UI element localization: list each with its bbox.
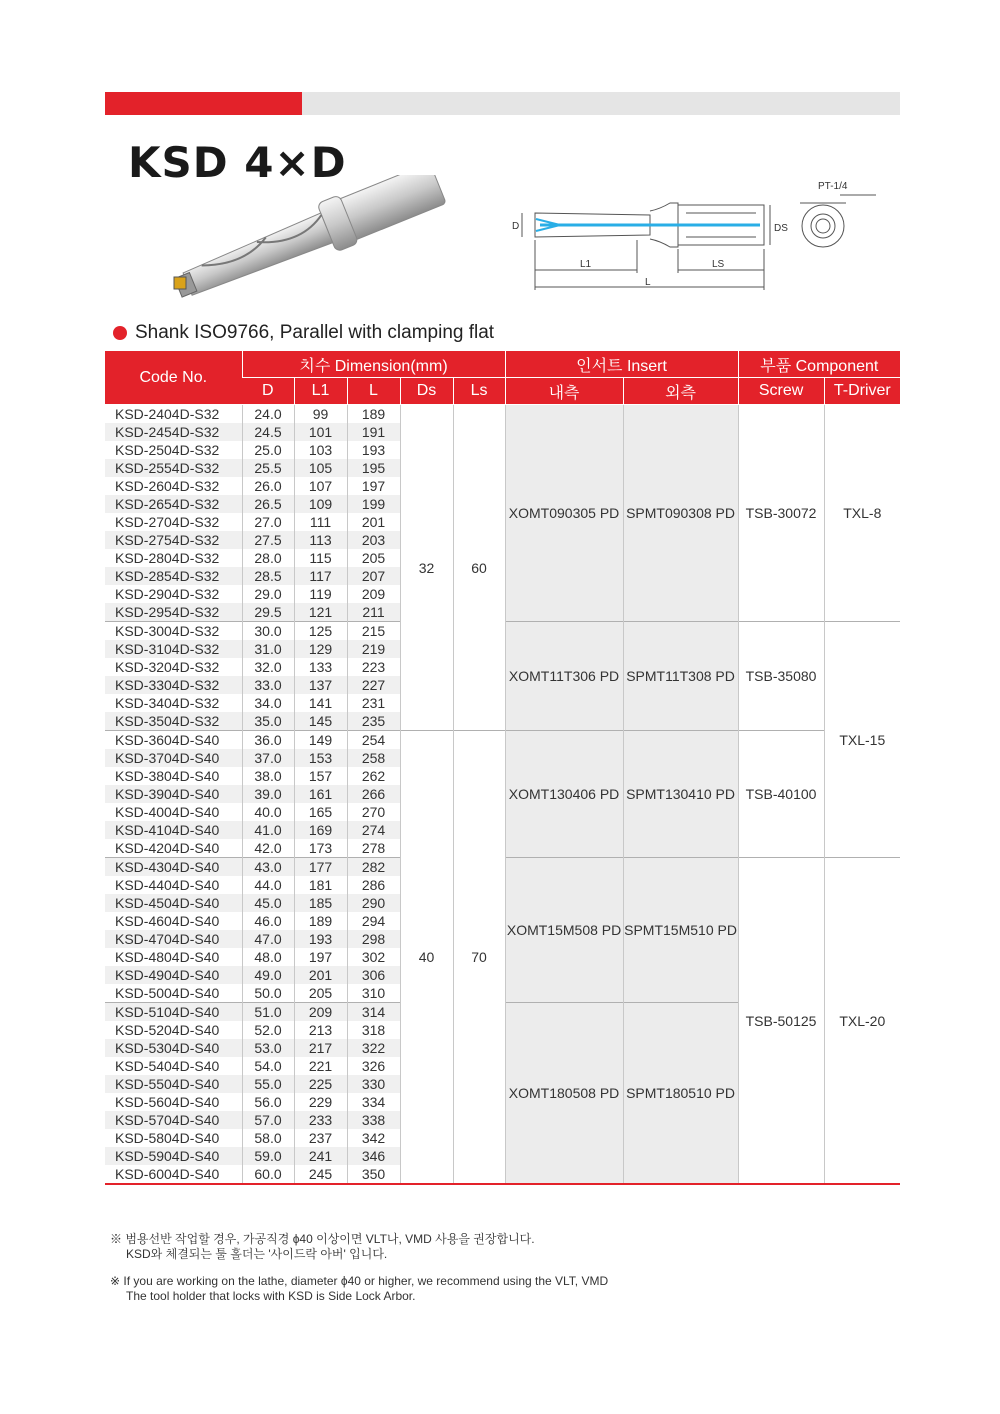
l-cell: 266 — [347, 785, 400, 803]
drill-product-image — [160, 175, 460, 305]
code-cell: KSD-6004D-S40 — [105, 1165, 242, 1184]
d-cell: 24.0 — [242, 405, 294, 424]
l1-cell: 129 — [294, 640, 347, 658]
l1-cell: 161 — [294, 785, 347, 803]
l1-cell: 189 — [294, 912, 347, 930]
l1-cell: 149 — [294, 731, 347, 750]
code-cell: KSD-5504D-S40 — [105, 1075, 242, 1093]
l-cell: 274 — [347, 821, 400, 839]
insert-outer-cell: SPMT15M510 PD — [623, 858, 738, 1003]
d-cell: 26.5 — [242, 495, 294, 513]
l-cell: 302 — [347, 948, 400, 966]
l1-cell: 241 — [294, 1147, 347, 1165]
d-cell: 24.5 — [242, 423, 294, 441]
l1-cell: 173 — [294, 839, 347, 858]
header-insert-inner: 내측 — [505, 378, 623, 405]
d-cell: 53.0 — [242, 1039, 294, 1057]
insert-inner-cell: XOMT130406 PD — [505, 731, 623, 858]
diagram-ds-label: DS — [774, 223, 788, 234]
l-cell: 286 — [347, 876, 400, 894]
l1-cell: 213 — [294, 1021, 347, 1039]
l-cell: 258 — [347, 749, 400, 767]
l-cell: 231 — [347, 694, 400, 712]
code-cell: KSD-2804D-S32 — [115, 550, 220, 566]
d-cell: 36.0 — [242, 731, 294, 750]
code-cell: KSD-4704D-S40 — [105, 930, 242, 948]
insert-inner-cell: XOMT11T306 PD — [505, 622, 623, 731]
d-cell: 34.0 — [242, 694, 294, 712]
l1-cell: 105 — [294, 459, 347, 477]
code-cell: KSD-3104D-S32 — [105, 640, 242, 658]
insert-outer-cell: SPMT130410 PD — [623, 731, 738, 858]
l-cell: 298 — [347, 930, 400, 948]
header-l1: L1 — [294, 378, 347, 405]
code-cell: KSD-2454D-S32 — [105, 423, 242, 441]
l-cell: 294 — [347, 912, 400, 930]
l-cell: 282 — [347, 858, 400, 877]
l1-cell: 145 — [294, 712, 347, 731]
l1-cell: 177 — [294, 858, 347, 877]
l1-cell: 201 — [294, 966, 347, 984]
d-cell: 52.0 — [242, 1021, 294, 1039]
ls-cell: 70 — [453, 731, 505, 1185]
l-cell: 207 — [347, 567, 400, 585]
d-cell: 39.0 — [242, 785, 294, 803]
l1-cell: 115 — [294, 549, 347, 567]
header-ls: Ls — [453, 378, 505, 405]
ds-cell: 32 — [400, 405, 453, 731]
insert-inner-cell: XOMT180508 PD — [505, 1003, 623, 1185]
l1-cell: 209 — [294, 1003, 347, 1022]
code-cell: KSD-3704D-S40 — [105, 749, 242, 767]
header-bar-grey — [302, 92, 900, 115]
d-cell: 43.0 — [242, 858, 294, 877]
l-cell: 350 — [347, 1165, 400, 1184]
d-cell: 25.5 — [242, 459, 294, 477]
l1-cell: 99 — [294, 405, 347, 424]
code-cell: KSD-2904D-S32 — [115, 586, 220, 602]
code-cell: KSD-5804D-S40 — [115, 1130, 220, 1146]
l1-cell: 217 — [294, 1039, 347, 1057]
l1-cell: 111 — [294, 513, 347, 531]
code-cell: KSD-2554D-S32 — [105, 459, 242, 477]
section-subtitle — [113, 322, 494, 344]
d-cell: 38.0 — [242, 767, 294, 785]
l1-cell: 157 — [294, 767, 347, 785]
code-cell: KSD-2654D-S32 — [105, 495, 242, 513]
note-en-line1: ※ If you are working on the lathe, diameter ϕ40 or higher, we recommend using the VLT, VMD — [110, 1274, 609, 1288]
code-cell: KSD-4204D-S40 — [115, 840, 220, 856]
bullet-icon — [113, 326, 127, 340]
code-cell: KSD-4404D-S40 — [115, 877, 220, 893]
l1-cell: 237 — [294, 1129, 347, 1147]
d-cell: 32.0 — [242, 658, 294, 676]
code-cell: KSD-4504D-S40 — [105, 894, 242, 912]
footnotes — [110, 1232, 608, 1304]
d-cell: 27.0 — [242, 513, 294, 531]
l1-cell: 221 — [294, 1057, 347, 1075]
l-cell: 219 — [347, 640, 400, 658]
l-cell: 193 — [347, 441, 400, 459]
code-cell: KSD-2704D-S32 — [115, 514, 220, 530]
l-cell: 223 — [347, 658, 400, 676]
l1-cell: 233 — [294, 1111, 347, 1129]
code-cell: KSD-5204D-S40 — [115, 1022, 220, 1038]
code-cell: KSD-3404D-S32 — [115, 695, 220, 711]
diagram-ls-label: LS — [712, 259, 725, 270]
l-cell: 205 — [347, 549, 400, 567]
l-cell: 211 — [347, 603, 400, 622]
d-cell: 28.0 — [242, 549, 294, 567]
l-cell: 306 — [347, 966, 400, 984]
d-cell: 31.0 — [242, 640, 294, 658]
l1-cell: 103 — [294, 441, 347, 459]
header-insert-outer: 외측 — [623, 378, 738, 405]
code-cell: KSD-3304D-S32 — [105, 676, 242, 694]
code-cell: KSD-5004D-S40 — [115, 985, 220, 1001]
l1-cell: 133 — [294, 658, 347, 676]
l-cell: 330 — [347, 1075, 400, 1093]
insert-inner-cell: XOMT15M508 PD — [505, 858, 623, 1003]
spec-table-body — [105, 405, 900, 1185]
l-cell: 338 — [347, 1111, 400, 1129]
insert-outer-cell: SPMT090308 PD — [623, 405, 738, 622]
code-cell: KSD-3804D-S40 — [115, 768, 220, 784]
ds-cell: 40 — [400, 731, 453, 1185]
code-cell: KSD-5704D-S40 — [105, 1111, 242, 1129]
header-code-no: Code No. — [105, 351, 242, 405]
l1-cell: 107 — [294, 477, 347, 495]
insert-outer-cell: SPMT180510 PD — [623, 1003, 738, 1185]
d-cell: 29.0 — [242, 585, 294, 603]
l1-cell: 113 — [294, 531, 347, 549]
d-cell: 37.0 — [242, 749, 294, 767]
d-cell: 42.0 — [242, 839, 294, 858]
code-cell: KSD-5904D-S40 — [105, 1147, 242, 1165]
code-cell: KSD-5604D-S40 — [115, 1094, 220, 1110]
l1-cell: 109 — [294, 495, 347, 513]
l1-cell: 225 — [294, 1075, 347, 1093]
l-cell: 314 — [347, 1003, 400, 1022]
d-cell: 26.0 — [242, 477, 294, 495]
l-cell: 262 — [347, 767, 400, 785]
l-cell: 290 — [347, 894, 400, 912]
d-cell: 54.0 — [242, 1057, 294, 1075]
header-l: L — [347, 378, 400, 405]
l-cell: 215 — [347, 622, 400, 641]
l-cell: 199 — [347, 495, 400, 513]
header-d: D — [242, 378, 294, 405]
d-cell: 47.0 — [242, 930, 294, 948]
drill-technical-drawing — [500, 175, 900, 300]
code-cell: KSD-2504D-S32 — [115, 442, 220, 458]
l-cell: 326 — [347, 1057, 400, 1075]
l1-cell: 137 — [294, 676, 347, 694]
l1-cell: 185 — [294, 894, 347, 912]
l1-cell: 181 — [294, 876, 347, 894]
code-cell: KSD-2604D-S32 — [115, 478, 220, 494]
insert-inner-cell: XOMT090305 PD — [505, 405, 623, 622]
l1-cell: 193 — [294, 930, 347, 948]
l1-cell: 119 — [294, 585, 347, 603]
code-cell: KSD-3504D-S32 — [105, 712, 242, 731]
page-title: KSD 4×D — [128, 138, 347, 187]
diagram-l-label: L — [645, 277, 651, 288]
l-cell: 334 — [347, 1093, 400, 1111]
screw-cell: TSB-40100 — [738, 731, 824, 858]
d-cell: 35.0 — [242, 712, 294, 731]
spec-table — [105, 351, 900, 1185]
l-cell: 254 — [347, 731, 400, 750]
l-cell: 227 — [347, 676, 400, 694]
l-cell: 189 — [347, 405, 400, 424]
l-cell: 235 — [347, 712, 400, 731]
l1-cell: 245 — [294, 1165, 347, 1184]
code-cell: KSD-2404D-S32 — [115, 406, 220, 422]
d-cell: 46.0 — [242, 912, 294, 930]
l1-cell: 141 — [294, 694, 347, 712]
d-cell: 50.0 — [242, 984, 294, 1003]
code-cell: KSD-4304D-S40 — [105, 858, 242, 877]
driver-cell: TXL-8 — [824, 405, 900, 622]
l-cell: 201 — [347, 513, 400, 531]
l1-cell: 197 — [294, 948, 347, 966]
header-insert: 인서트 Insert — [505, 351, 738, 378]
l1-cell: 101 — [294, 423, 347, 441]
l-cell: 195 — [347, 459, 400, 477]
header-screw: Screw — [738, 378, 824, 405]
code-cell: KSD-5304D-S40 — [105, 1039, 242, 1057]
code-cell: KSD-4004D-S40 — [115, 804, 220, 820]
code-cell: KSD-4604D-S40 — [115, 913, 220, 929]
diagram-l1-label: L1 — [580, 259, 592, 270]
table-row — [105, 731, 900, 750]
code-cell: KSD-3204D-S32 — [115, 659, 220, 675]
insert-outer-cell: SPMT11T308 PD — [623, 622, 738, 731]
l-cell: 322 — [347, 1039, 400, 1057]
code-cell: KSD-5104D-S40 — [105, 1003, 242, 1022]
l-cell: 346 — [347, 1147, 400, 1165]
screw-cell: TSB-35080 — [738, 622, 824, 731]
diagram-pt-label: PT-1/4 — [818, 181, 848, 192]
code-cell: KSD-3904D-S40 — [105, 785, 242, 803]
ls-cell: 60 — [453, 405, 505, 731]
l1-cell: 165 — [294, 803, 347, 821]
d-cell: 41.0 — [242, 821, 294, 839]
d-cell: 60.0 — [242, 1165, 294, 1184]
table-row — [105, 405, 900, 424]
header-ds: Ds — [400, 378, 453, 405]
code-cell: KSD-2754D-S32 — [105, 531, 242, 549]
code-cell: KSD-2954D-S32 — [105, 603, 242, 622]
d-cell: 25.0 — [242, 441, 294, 459]
section-subtitle-text: Shank ISO9766, Parallel with clamping flat — [135, 322, 495, 343]
l1-cell: 125 — [294, 622, 347, 641]
l-cell: 191 — [347, 423, 400, 441]
l1-cell: 229 — [294, 1093, 347, 1111]
diagram-d-label: D — [512, 221, 520, 232]
l-cell: 342 — [347, 1129, 400, 1147]
note-en-line2: The tool holder that locks with KSD is Side Lock Arbor. — [126, 1289, 416, 1303]
header-dimension: 치수 Dimension(mm) — [242, 351, 505, 378]
l-cell: 270 — [347, 803, 400, 821]
l1-cell: 153 — [294, 749, 347, 767]
driver-cell: TXL-20 — [824, 858, 900, 1185]
l1-cell: 205 — [294, 984, 347, 1003]
l1-cell: 117 — [294, 567, 347, 585]
d-cell: 29.5 — [242, 603, 294, 622]
d-cell: 44.0 — [242, 876, 294, 894]
l-cell: 209 — [347, 585, 400, 603]
d-cell: 45.0 — [242, 894, 294, 912]
d-cell: 30.0 — [242, 622, 294, 641]
code-cell: KSD-3604D-S40 — [105, 731, 242, 750]
l1-cell: 121 — [294, 603, 347, 622]
code-cell: KSD-4804D-S40 — [115, 949, 220, 965]
l-cell: 203 — [347, 531, 400, 549]
l1-cell: 169 — [294, 821, 347, 839]
note-kr-line2: KSD와 체결되는 툴 홀더는 '사이드락 아버' 입니다. — [126, 1247, 388, 1261]
header-bar-red — [105, 92, 302, 115]
d-cell: 49.0 — [242, 966, 294, 984]
screw-cell: TSB-50125 — [738, 858, 824, 1185]
d-cell: 56.0 — [242, 1093, 294, 1111]
header-t-driver: T-Driver — [824, 378, 900, 405]
l-cell: 318 — [347, 1021, 400, 1039]
note-kr-line1: ※ 범용선반 작업할 경우, 가공직경 ϕ40 이상이면 VLT나, VMD 사용을 권장합니다. — [110, 1232, 535, 1246]
d-cell: 59.0 — [242, 1147, 294, 1165]
d-cell: 55.0 — [242, 1075, 294, 1093]
d-cell: 57.0 — [242, 1111, 294, 1129]
d-cell: 48.0 — [242, 948, 294, 966]
screw-cell: TSB-30072 — [738, 405, 824, 622]
d-cell: 33.0 — [242, 676, 294, 694]
code-cell: KSD-5404D-S40 — [115, 1058, 220, 1074]
d-cell: 51.0 — [242, 1003, 294, 1022]
driver-cell: TXL-15 — [824, 622, 900, 858]
header-component: 부품 Component — [738, 351, 900, 378]
code-cell: KSD-2854D-S32 — [105, 567, 242, 585]
d-cell: 58.0 — [242, 1129, 294, 1147]
l-cell: 197 — [347, 477, 400, 495]
code-cell: KSD-3004D-S32 — [105, 622, 242, 641]
l-cell: 278 — [347, 839, 400, 858]
l-cell: 310 — [347, 984, 400, 1003]
d-cell: 40.0 — [242, 803, 294, 821]
d-cell: 28.5 — [242, 567, 294, 585]
code-cell: KSD-4904D-S40 — [105, 966, 242, 984]
d-cell: 27.5 — [242, 531, 294, 549]
code-cell: KSD-4104D-S40 — [105, 821, 242, 839]
